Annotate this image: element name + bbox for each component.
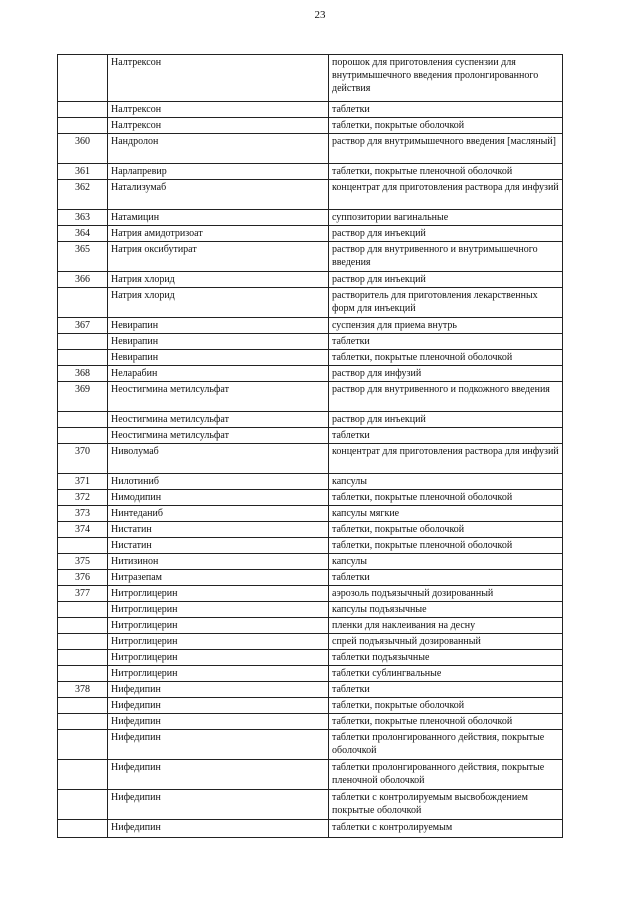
table-row [58, 682, 563, 698]
row-number-cell [58, 714, 108, 730]
page-number: 23 [314, 9, 326, 21]
drug-table-body [58, 55, 563, 838]
dosage-form-cell: аэрозоль подъязычный дозированный [329, 586, 563, 602]
table-row [58, 522, 563, 538]
dosage-form-cell: таблетки, покрытые пленочной оболочкой [329, 164, 563, 180]
dosage-form-cell: капсулы мягкие [329, 506, 563, 522]
drug-name-cell: Нитизинон [108, 554, 329, 570]
drug-name-cell: Нистатин [108, 522, 329, 538]
table-row [58, 444, 563, 474]
row-number-cell [58, 102, 108, 118]
drug-name-cell: Нифедипин [108, 760, 329, 790]
table-row [58, 506, 563, 522]
drug-name-cell: Натрия амидотризоат [108, 226, 329, 242]
table-row [58, 554, 563, 570]
row-number-cell [58, 428, 108, 444]
dosage-form-cell: спрей подъязычный дозированный [329, 634, 563, 650]
table-row [58, 714, 563, 730]
dosage-form-cell: таблетки сублингвальные [329, 666, 563, 682]
drug-name-cell: Нифедипин [108, 820, 329, 838]
drug-name-cell: Нифедипин [108, 714, 329, 730]
drug-name-cell: Нифедипин [108, 730, 329, 760]
drug-name-cell: Ниволумаб [108, 444, 329, 474]
dosage-form-cell: таблетки [329, 334, 563, 350]
drug-name-cell: Нарлапревир [108, 164, 329, 180]
drug-name-cell: Нилотиниб [108, 474, 329, 490]
dosage-form-cell: раствор для внутримышечного введения [масляный] [329, 134, 563, 164]
table-row [58, 570, 563, 586]
dosage-form-cell: таблетки, покрытые пленочной оболочкой [329, 538, 563, 554]
drug-name-cell: Налтрексон [108, 102, 329, 118]
table-row [58, 164, 563, 180]
drug-name-cell: Нистатин [108, 538, 329, 554]
dosage-form-cell: растворитель для приготовления лекарственных форм для инъекций [329, 288, 563, 318]
drug-name-cell: Налтрексон [108, 118, 329, 134]
row-number-cell: 376 [58, 570, 108, 586]
row-number-cell: 377 [58, 586, 108, 602]
table-row [58, 760, 563, 790]
dosage-form-cell: раствор для инъекций [329, 412, 563, 428]
drug-name-cell: Невирапин [108, 350, 329, 366]
row-number-cell: 368 [58, 366, 108, 382]
row-number-cell [58, 666, 108, 682]
table-row [58, 118, 563, 134]
table-row [58, 790, 563, 820]
row-number-cell [58, 634, 108, 650]
row-number-cell [58, 602, 108, 618]
table-row [58, 820, 563, 838]
drug-name-cell: Невирапин [108, 334, 329, 350]
dosage-form-cell: суппозитории вагинальные [329, 210, 563, 226]
row-number-cell [58, 760, 108, 790]
table-row [58, 288, 563, 318]
dosage-form-cell: таблетки [329, 570, 563, 586]
row-number-cell: 361 [58, 164, 108, 180]
dosage-form-cell: раствор для внутривенного и внутримышечного введения [329, 242, 563, 272]
drug-name-cell: Невирапин [108, 318, 329, 334]
drug-name-cell: Нифедипин [108, 790, 329, 820]
drug-name-cell: Неостигмина метилсульфат [108, 428, 329, 444]
table-row [58, 602, 563, 618]
dosage-form-cell: таблетки, покрытые оболочкой [329, 698, 563, 714]
table-row [58, 382, 563, 412]
table-row [58, 634, 563, 650]
dosage-form-cell: раствор для инъекций [329, 272, 563, 288]
row-number-cell [58, 730, 108, 760]
drug-name-cell: Натрия хлорид [108, 272, 329, 288]
dosage-form-cell: раствор для внутривенного и подкожного введения [329, 382, 563, 412]
table-row [58, 650, 563, 666]
dosage-form-cell: таблетки [329, 102, 563, 118]
table-row [58, 334, 563, 350]
table-row [58, 272, 563, 288]
row-number-cell [58, 118, 108, 134]
drug-table [57, 54, 563, 838]
drug-name-cell: Нитроглицерин [108, 586, 329, 602]
table-row [58, 412, 563, 428]
row-number-cell [58, 538, 108, 554]
dosage-form-cell: раствор для инъекций [329, 226, 563, 242]
dosage-form-cell: капсулы подъязычные [329, 602, 563, 618]
drug-name-cell: Неостигмина метилсульфат [108, 412, 329, 428]
dosage-form-cell: концентрат для приготовления раствора для инфузий [329, 180, 563, 210]
drug-name-cell: Нитроглицерин [108, 666, 329, 682]
drug-name-cell: Неларабин [108, 366, 329, 382]
drug-name-cell: Нитроглицерин [108, 634, 329, 650]
drug-name-cell: Нимодипин [108, 490, 329, 506]
dosage-form-cell: концентрат для приготовления раствора для инфузий [329, 444, 563, 474]
row-number-cell [58, 350, 108, 366]
row-number-cell: 370 [58, 444, 108, 474]
drug-name-cell: Натрия оксибутират [108, 242, 329, 272]
table-row [58, 538, 563, 554]
dosage-form-cell: таблетки с контролируемым [329, 820, 563, 838]
dosage-form-cell: таблетки подъязычные [329, 650, 563, 666]
row-number-cell [58, 412, 108, 428]
row-number-cell: 364 [58, 226, 108, 242]
table-row [58, 698, 563, 714]
dosage-form-cell: таблетки, покрытые оболочкой [329, 118, 563, 134]
row-number-cell: 378 [58, 682, 108, 698]
table-row [58, 666, 563, 682]
dosage-form-cell: таблетки [329, 682, 563, 698]
dosage-form-cell: раствор для инфузий [329, 366, 563, 382]
row-number-cell: 371 [58, 474, 108, 490]
row-number-cell [58, 820, 108, 838]
table-row [58, 350, 563, 366]
table-row [58, 102, 563, 118]
row-number-cell [58, 288, 108, 318]
drug-name-cell: Нитроглицерин [108, 618, 329, 634]
table-row [58, 226, 563, 242]
table-row [58, 428, 563, 444]
drug-name-cell: Нитразепам [108, 570, 329, 586]
drug-name-cell: Нифедипин [108, 698, 329, 714]
table-row [58, 210, 563, 226]
drug-name-cell: Нинтеданиб [108, 506, 329, 522]
table-row [58, 618, 563, 634]
drug-name-cell: Неостигмина метилсульфат [108, 382, 329, 412]
row-number-cell: 369 [58, 382, 108, 412]
dosage-form-cell: таблетки, покрытые оболочкой [329, 522, 563, 538]
drug-name-cell: Нифедипин [108, 682, 329, 698]
dosage-form-cell: капсулы [329, 554, 563, 570]
dosage-form-cell: порошок для приготовления суспензии для внутримышечного введения пролонгированного действия [329, 55, 563, 102]
drug-name-cell: Налтрексон [108, 55, 329, 102]
row-number-cell [58, 618, 108, 634]
row-number-cell [58, 698, 108, 714]
row-number-cell: 374 [58, 522, 108, 538]
row-number-cell: 367 [58, 318, 108, 334]
table-row [58, 55, 563, 102]
dosage-form-cell: таблетки с контролируемым высвобождением покрытые оболочкой [329, 790, 563, 820]
row-number-cell [58, 650, 108, 666]
table-row [58, 242, 563, 272]
drug-name-cell: Нитроглицерин [108, 602, 329, 618]
row-number-cell: 372 [58, 490, 108, 506]
drug-name-cell: Нитроглицерин [108, 650, 329, 666]
drug-name-cell: Нандролон [108, 134, 329, 164]
table-row [58, 474, 563, 490]
dosage-form-cell: таблетки, покрытые пленочной оболочкой [329, 350, 563, 366]
dosage-form-cell: суспензия для приема внутрь [329, 318, 563, 334]
dosage-form-cell: таблетки [329, 428, 563, 444]
row-number-cell: 360 [58, 134, 108, 164]
table-row [58, 490, 563, 506]
row-number-cell [58, 790, 108, 820]
row-number-cell: 375 [58, 554, 108, 570]
row-number-cell [58, 334, 108, 350]
table-row [58, 134, 563, 164]
drug-name-cell: Натализумаб [108, 180, 329, 210]
dosage-form-cell: капсулы [329, 474, 563, 490]
dosage-form-cell: таблетки пролонгированного действия, покрытые оболочкой [329, 730, 563, 760]
row-number-cell: 366 [58, 272, 108, 288]
row-number-cell: 363 [58, 210, 108, 226]
table-row [58, 366, 563, 382]
row-number-cell: 373 [58, 506, 108, 522]
row-number-cell [58, 55, 108, 102]
drug-name-cell: Натамицин [108, 210, 329, 226]
dosage-form-cell: пленки для наклеивания на десну [329, 618, 563, 634]
table-row [58, 180, 563, 210]
row-number-cell: 362 [58, 180, 108, 210]
drug-name-cell: Натрия хлорид [108, 288, 329, 318]
table-row [58, 586, 563, 602]
table-row [58, 318, 563, 334]
table-row [58, 730, 563, 760]
dosage-form-cell: таблетки, покрытые пленочной оболочкой [329, 490, 563, 506]
dosage-form-cell: таблетки, покрытые пленочной оболочкой [329, 714, 563, 730]
dosage-form-cell: таблетки пролонгированного действия, покрытые пленочной оболочкой [329, 760, 563, 790]
row-number-cell: 365 [58, 242, 108, 272]
